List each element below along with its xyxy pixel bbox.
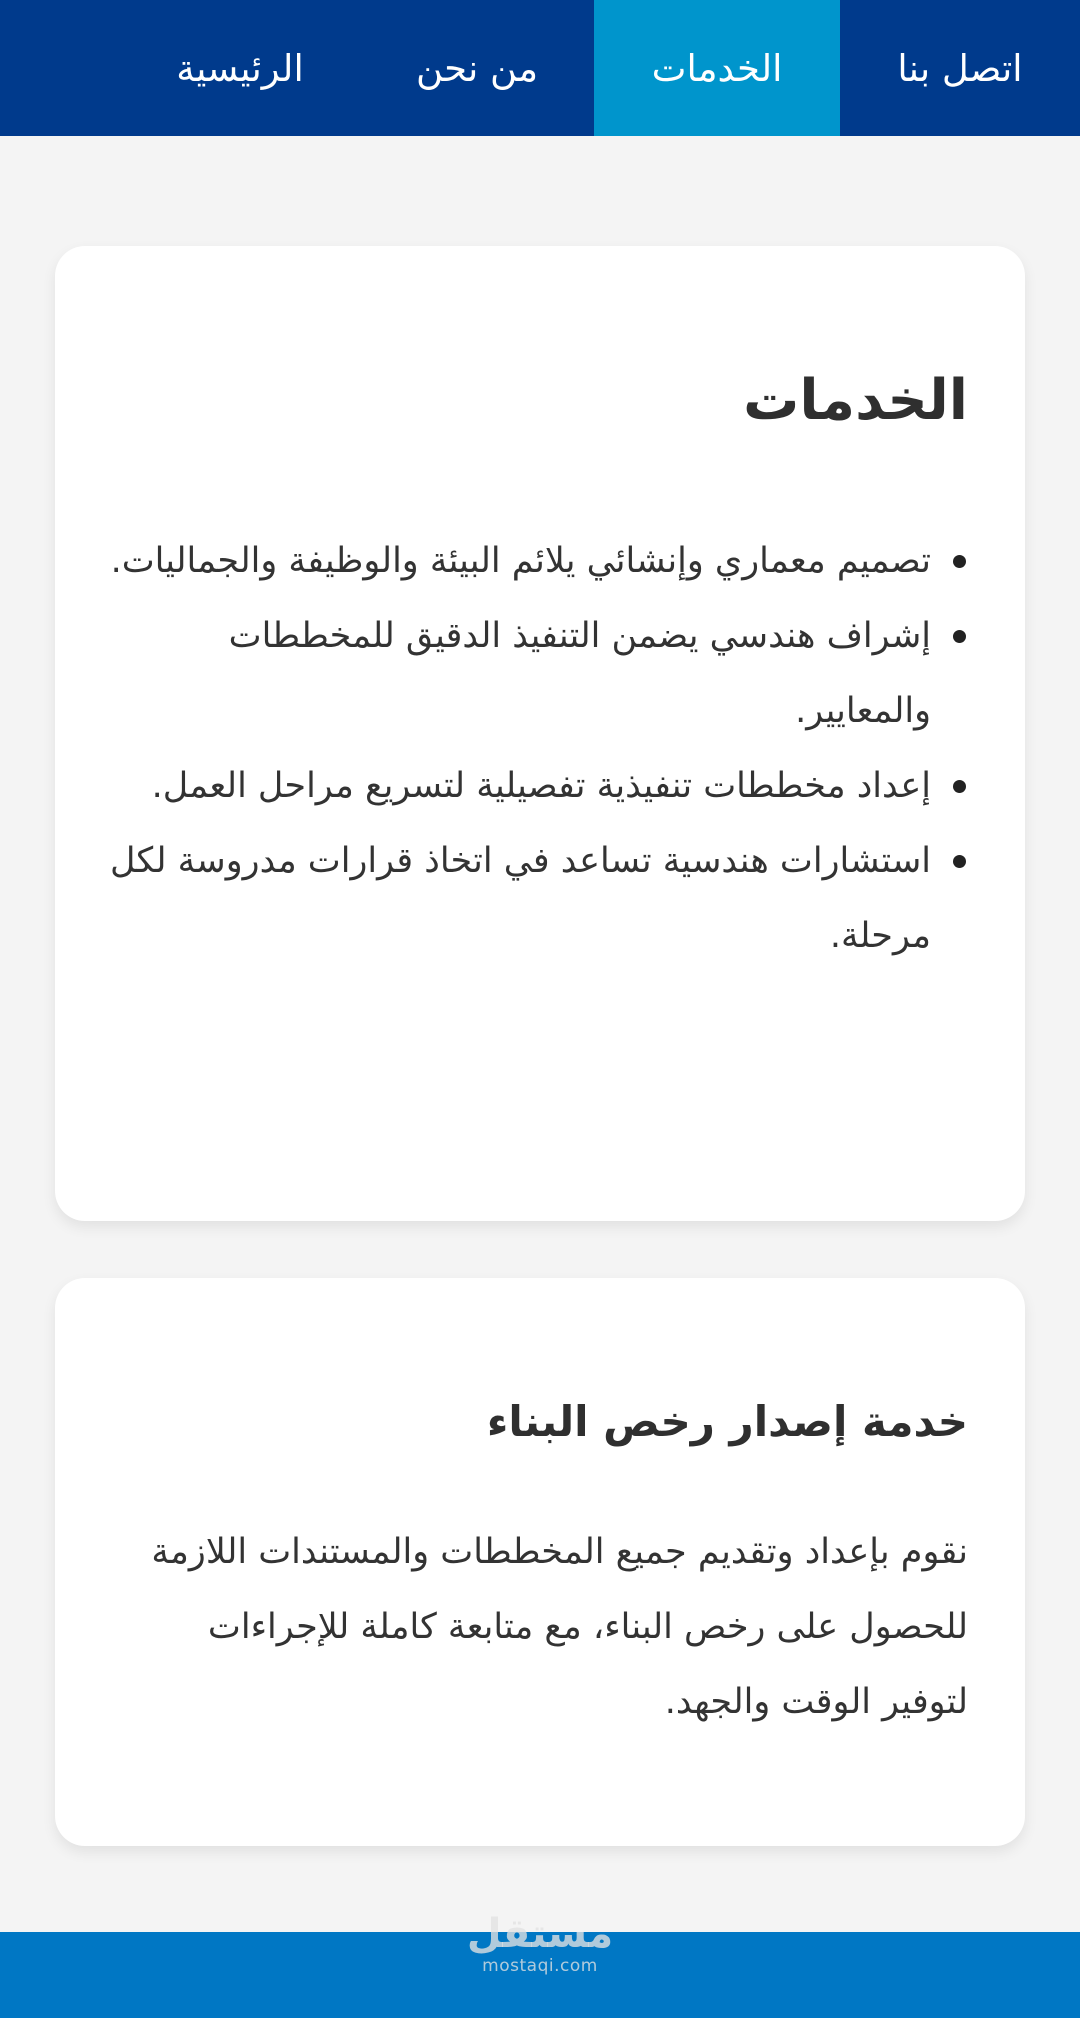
nav-about[interactable]: من نحن (415, 46, 539, 90)
services-title: الخدمات (743, 368, 968, 433)
watermark-logo-latin: mostaqi.com (482, 1956, 598, 1976)
service-item (98, 524, 968, 599)
bullet-icon (953, 555, 966, 568)
watermark-logo-arabic: مستقل (466, 1911, 614, 1957)
service-item-text: تصميم معماري وإنشائي يلائم البيئة والوظيفة والجماليات. (110, 541, 931, 581)
bullet-icon (953, 630, 966, 643)
building-permits-card (55, 1278, 1025, 1846)
nav-home[interactable]: الرئيسية (176, 46, 304, 90)
service-item-text: استشارات هندسية تساعد في اتخاذ قرارات مدروسة لكل مرحلة. (110, 841, 931, 956)
mostaqi-watermark (0, 1912, 1080, 1976)
service-item (98, 599, 968, 749)
bullet-icon (953, 855, 966, 868)
services-card (55, 246, 1025, 1221)
nav-contact[interactable]: اتصل بنا (897, 46, 1023, 90)
service-item-text: إشراف هندسي يضمن التنفيذ الدقيق للمخططات والمعايير. (228, 616, 931, 731)
nav-services[interactable]: الخدمات (594, 0, 840, 136)
service-item (98, 824, 968, 974)
permits-description: نقوم بإعداد وتقديم جميع المخططات والمستندات اللازمة للحصول على رخص البناء، مع متابعة كاملة للإجراءات لتوفير الوقت والجهد. (151, 1532, 968, 1722)
bullet-icon (953, 780, 966, 793)
top-navigation (0, 0, 1080, 136)
services-list (98, 524, 968, 974)
permits-title: خدمة إصدار رخص البناء (486, 1397, 968, 1446)
service-item (98, 749, 968, 824)
service-item-text: إعداد مخططات تنفيذية تفصيلية لتسريع مراحل العمل. (151, 766, 931, 806)
